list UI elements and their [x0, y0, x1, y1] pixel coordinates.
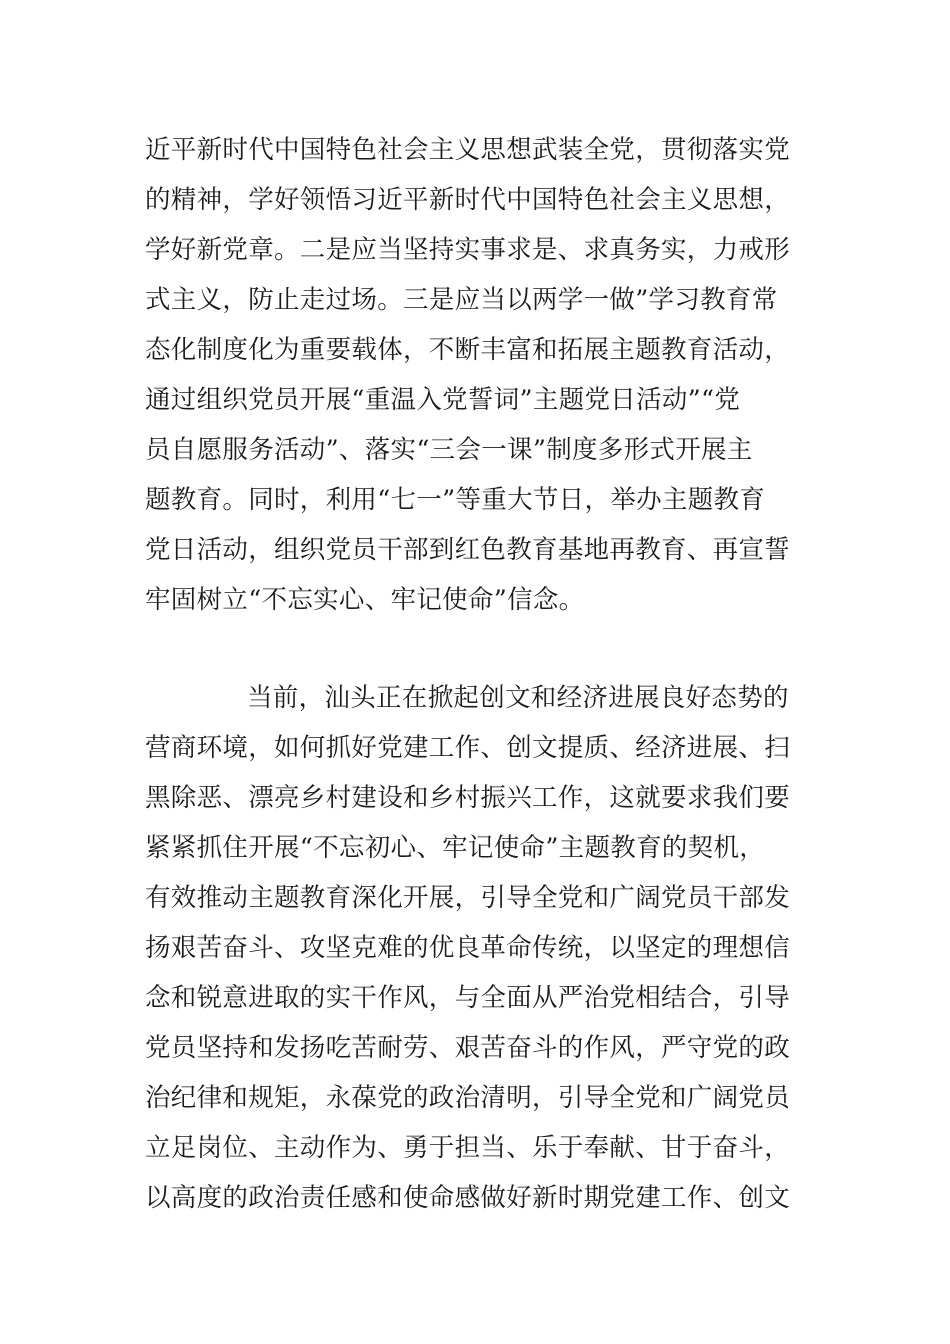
text-line: 式主义，防止走过场。三是应当以两学一做”学习教育常	[145, 285, 778, 315]
text-line: 题教育。同时，利用“七一”等重大节日，举办主题教育	[145, 485, 766, 515]
text-line: 治纪律和规矩，永葆党的政治清明，引导全党和广阔党员	[145, 1083, 791, 1113]
text-line: 有效推动主题教育深化开展，引导全党和广阔党员干部发	[145, 883, 791, 913]
text-line: 党员坚持和发扬吃苦耐劳、艰苦奋斗的作风，严守党的政	[145, 1033, 791, 1063]
text-line: 牢固树立“不忘实心、牢记使命”信念。	[145, 585, 585, 615]
text-line: 当前，汕头正在掀起创文和经济进展良好态势的	[247, 683, 789, 713]
text-line: 近平新时代中国特色社会主义思想武装全党，贯彻落实党	[145, 135, 791, 165]
text-line: 党日活动，组织党员干部到红色教育基地再教育、再宣誓	[145, 535, 791, 565]
text-line: 营商环境，如何抓好党建工作、创文提质、经济进展、扫	[145, 733, 791, 763]
text-line: 扬艰苦奋斗、攻坚克难的优良革命传统，以坚定的理想信	[145, 933, 791, 963]
text-line: 的精神，学好领悟习近平新时代中国特色社会主义思想，	[145, 185, 791, 215]
text-line: 通过组织党员开展“重温入党誓词”主题党日活动”“党	[145, 385, 741, 415]
text-line: 念和锐意进取的实干作风，与全面从严治党相结合，引导	[145, 983, 791, 1013]
text-line: 以高度的政治责任感和使命感做好新时期党建工作、创文	[145, 1183, 791, 1213]
text-line: 员自愿服务活动”、落实“三会一课”制度多形式开展主	[145, 435, 753, 465]
text-line: 学好新党章。二是应当坚持实事求是、求真务实，力戒形	[145, 235, 791, 265]
text-line: 黑除恶、漂亮乡村建设和乡村振兴工作，这就要求我们要	[145, 783, 791, 813]
text-line: 态化制度化为重要载体，不断丰富和拓展主题教育活动，	[145, 335, 791, 365]
text-line: 立足岗位、主动作为、勇于担当、乐于奉献、甘于奋斗，	[145, 1133, 791, 1163]
text-line: 紧紧抓住开展“不忘初心、牢记使命”主题教育的契机，	[145, 833, 766, 863]
